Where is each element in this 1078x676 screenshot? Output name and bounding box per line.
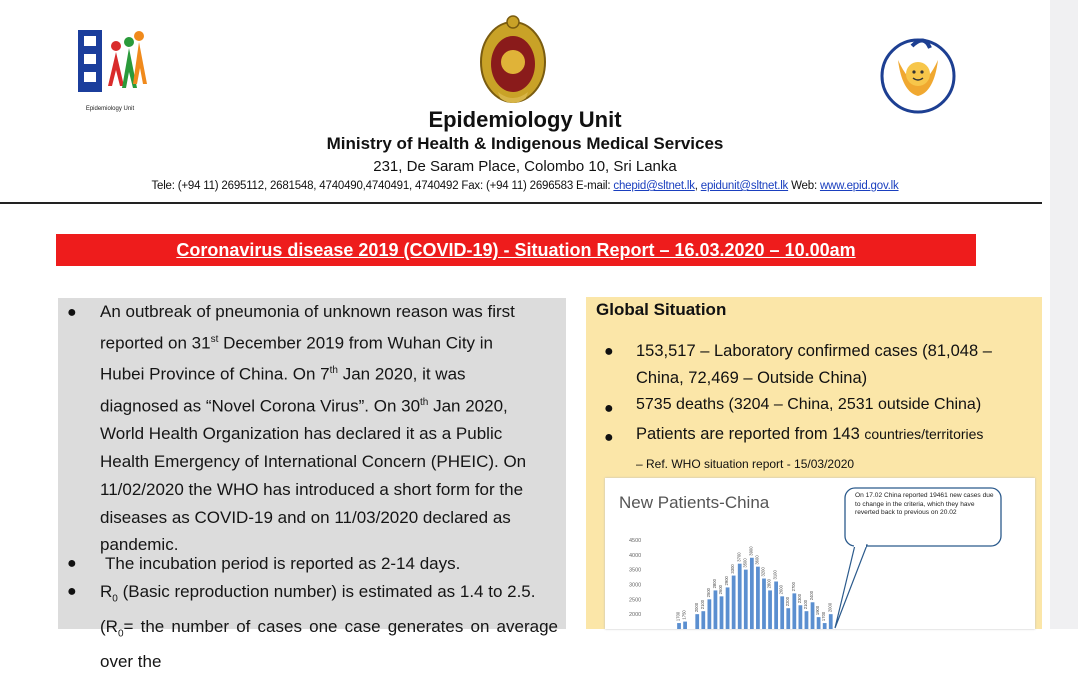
callout-text: On 17.02 China reported 19461 new cases due to change in the criteria, which they have reverted back to previous on 20.02 — [855, 492, 994, 517]
bullet-icon: ● — [67, 555, 77, 572]
line: 11/02/2020 the WHO has introduced a short form for the — [100, 479, 524, 499]
bar-value-label: 1700 — [821, 611, 827, 622]
bar — [823, 623, 827, 629]
bar — [829, 614, 833, 629]
deaths-text: 5735 deaths (3204 – China, 2531 outside China) — [636, 396, 982, 413]
bar-value-label: 1900 — [815, 605, 821, 616]
bar — [786, 608, 790, 629]
bar-value-label: 2400 — [809, 590, 815, 601]
incubation-paragraph: The incubation period is reported as 2-14 days. — [105, 554, 461, 573]
bar — [695, 614, 699, 629]
bar — [768, 590, 772, 629]
bar-value-label: 2100 — [803, 599, 809, 610]
logo-caption: Epidemiology Unit — [85, 106, 135, 112]
bar — [805, 611, 809, 629]
bar-value-label: 2000 — [693, 602, 699, 613]
countries-text — [636, 425, 983, 444]
y-tick-label: 3000 — [629, 582, 642, 589]
epidemiology-unit-logo — [72, 26, 148, 118]
bar — [750, 558, 754, 629]
bar-value-label: 3900 — [748, 546, 754, 556]
line: diagnosed as “Novel Corona Virus”. On 30th Jan 2020, — [100, 396, 508, 416]
bar-value-label: 2800 — [766, 579, 772, 589]
bar-value-label: 2900 — [724, 576, 730, 586]
bar — [677, 623, 681, 629]
bar-value-label: 2000 — [827, 602, 833, 613]
bar-value-label: 2100 — [699, 599, 705, 610]
bullet-icon: ● — [604, 429, 614, 446]
bar — [726, 587, 730, 629]
bar-value-label: 3300 — [730, 564, 736, 574]
bar-value-label: 3200 — [760, 567, 766, 577]
line: China, 72,469 – Outside China) — [636, 369, 868, 387]
header-divider — [0, 202, 1042, 204]
bar — [720, 596, 724, 629]
contact-prefix: Tele: (+94 11) 2695112, 2681548, 4740490,4740491, 4740492 Fax: (+94 11) 2696583 E-mail: — [151, 180, 614, 192]
bar-value-label: 1700 — [675, 611, 681, 622]
y-tick-label: 4500 — [629, 537, 642, 544]
countries-main: Patients are reported from 143 — [636, 425, 865, 443]
bar — [701, 611, 705, 629]
chart-title: New Patients-China — [619, 493, 770, 512]
bar — [756, 567, 760, 629]
contact-line — [0, 180, 1050, 192]
line: Hubei Province of China. On 7th Jan 2020, it was — [100, 364, 466, 384]
line: Health Emergency of International Concern (PHEIC). On — [100, 451, 527, 471]
who-reference: – Ref. WHO situation report - 15/03/2020 — [636, 457, 855, 471]
page-margin — [1050, 0, 1078, 629]
r0-paragraph — [100, 578, 558, 676]
bar-value-label: 3600 — [754, 555, 760, 565]
bar — [811, 602, 815, 629]
bar — [738, 564, 742, 629]
bar-value-label: 1750 — [681, 610, 687, 620]
bar — [732, 576, 736, 629]
sri-lanka-emblem — [478, 12, 548, 108]
ministry-name: Ministry of Health & Indigenous Medical Services — [326, 134, 724, 153]
email-link-2[interactable]: epidunit@sltnet.lk — [700, 180, 789, 192]
email-link-1[interactable]: chepid@sltnet.lk — [613, 180, 695, 192]
confirmed-cases-text — [636, 338, 992, 392]
countries-small: countries/territories — [864, 426, 984, 442]
address: 231, De Saram Place, Colombo 10, Sri Lanka — [373, 158, 677, 175]
bar-value-label: 3700 — [736, 552, 742, 562]
callout — [835, 488, 1001, 628]
line: pandemic. — [100, 535, 179, 555]
y-tick-label: 2500 — [629, 597, 642, 604]
bar — [707, 599, 711, 629]
line: World Health Organization has declared it as a Public — [100, 424, 503, 444]
outbreak-paragraph — [100, 298, 558, 559]
bar — [792, 593, 796, 629]
bar — [683, 622, 687, 629]
bar — [714, 590, 718, 629]
bullet-icon: ● — [67, 583, 77, 600]
bar — [744, 570, 748, 629]
bullet-icon: ● — [67, 304, 77, 321]
y-tick-label: 2000 — [629, 612, 642, 619]
bar-value-label: 2700 — [790, 582, 796, 592]
bar-value-label: 2600 — [778, 585, 784, 595]
email-separator: , — [694, 180, 701, 192]
web-label: Web: — [788, 180, 820, 192]
org-name: Epidemiology Unit — [428, 107, 622, 132]
bar-value-label: 2500 — [705, 587, 711, 598]
report-title-banner: Coronavirus disease 2019 (COVID-19) - Situation Report – 16.03.2020 – 10.00am — [56, 234, 976, 266]
bullet-icon: ● — [604, 400, 614, 417]
line: 153,517 – Laboratory confirmed cases (81,048 – — [636, 342, 992, 360]
bar-value-label: 3500 — [742, 558, 748, 568]
y-tick-label: 4000 — [629, 552, 642, 559]
line: An outbreak of pneumonia of unknown reason was first — [100, 302, 515, 321]
bar-value-label: 3100 — [772, 570, 778, 580]
bar-value-label: 2300 — [796, 593, 802, 604]
bar-value-label: 2200 — [784, 596, 790, 607]
line: $R_0$ (Basic reproduction number) is estimated as 1.4 to 2.5. — [100, 582, 536, 605]
bar-value-label: 2800 — [711, 579, 717, 589]
bullet-icon: ● — [604, 343, 614, 360]
new-patients-china-chart — [605, 478, 1035, 629]
bar — [799, 605, 803, 629]
bar — [762, 579, 766, 629]
bar — [817, 617, 821, 629]
line: reported on 31st December 2019 from Wuhan City in — [100, 333, 494, 353]
bar — [780, 596, 784, 629]
web-link[interactable]: www.epid.gov.lk — [819, 180, 899, 192]
line: ($R_0=$ the number of cases one case generates on average over the — [100, 617, 558, 672]
bar — [774, 582, 778, 630]
global-situation-heading: Global Situation — [596, 300, 727, 319]
bar-value-label: 2600 — [718, 585, 724, 595]
line: diseases as COVID-19 and on 11/03/2020 declared as — [100, 507, 511, 527]
y-tick-label: 3500 — [629, 567, 642, 574]
